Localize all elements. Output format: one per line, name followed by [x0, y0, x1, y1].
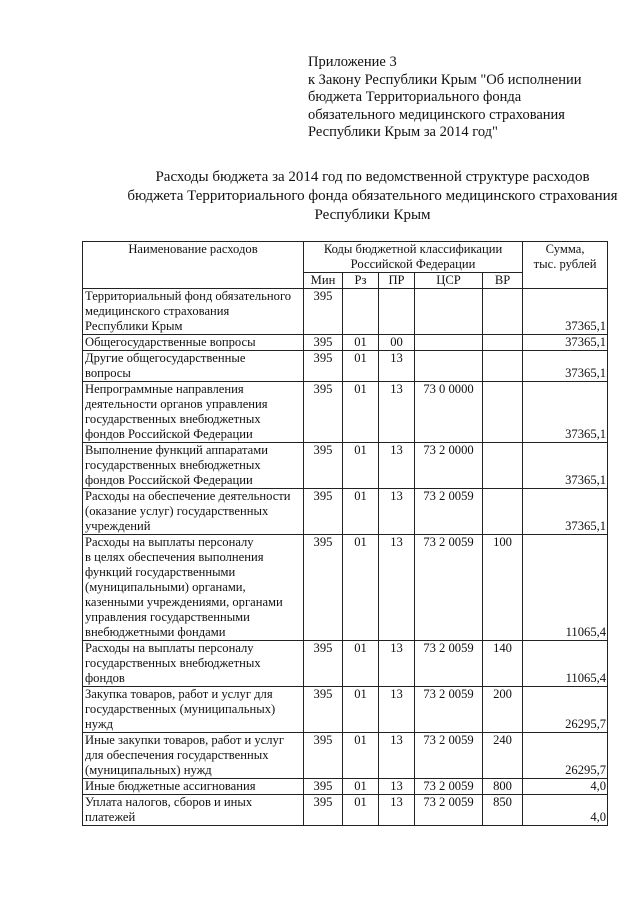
cell-pr: 13	[379, 687, 415, 733]
cell-vr	[483, 351, 523, 382]
cell-pr: 13	[379, 641, 415, 687]
cell-sum: 37365,1	[523, 443, 608, 489]
cell-csr	[415, 351, 483, 382]
header-vr: ВР	[483, 273, 523, 289]
cell-sum: 11065,4	[523, 641, 608, 687]
cell-csr	[415, 335, 483, 351]
cell-rz: 01	[343, 687, 379, 733]
cell-name: Расходы на выплаты персоналу государственных внебюджетных фондов	[83, 641, 304, 687]
cell-rz	[343, 289, 379, 335]
cell-name: Иные бюджетные ассигнования	[83, 779, 304, 795]
cell-csr: 73 2 0059	[415, 687, 483, 733]
cell-min: 395	[304, 289, 343, 335]
cell-csr: 73 2 0059	[415, 535, 483, 641]
cell-pr: 13	[379, 382, 415, 443]
cell-rz: 01	[343, 443, 379, 489]
cell-csr: 73 2 0000	[415, 443, 483, 489]
table-row	[83, 779, 608, 795]
header-sum: Сумма, тыс. рублей	[523, 242, 608, 289]
appendix-reference: Приложение 3 к Закону Республики Крым "Об исполнении бюджета Территориального фонда обязательного медицинского страхования Республики Крым за 2014 год"	[308, 54, 582, 140]
table-row	[83, 733, 608, 779]
cell-csr: 73 2 0059	[415, 795, 483, 826]
header-rz: Рз	[343, 273, 379, 289]
cell-vr	[483, 289, 523, 335]
cell-vr: 850	[483, 795, 523, 826]
cell-pr: 00	[379, 335, 415, 351]
cell-min: 395	[304, 779, 343, 795]
cell-min: 395	[304, 335, 343, 351]
cell-sum: 37365,1	[523, 289, 608, 335]
cell-pr: 13	[379, 443, 415, 489]
table-row	[83, 535, 608, 641]
cell-pr: 13	[379, 489, 415, 535]
cell-name: Иные закупки товаров, работ и услуг для обеспечения государственных (муниципальных) нужд	[83, 733, 304, 779]
cell-name: Непрограммные направления деятельности органов управления государственных внебюджетных фондов Российской Федерации	[83, 382, 304, 443]
cell-rz: 01	[343, 351, 379, 382]
table-row	[83, 687, 608, 733]
cell-vr: 800	[483, 779, 523, 795]
header-name: Наименование расходов	[83, 242, 304, 289]
cell-rz: 01	[343, 641, 379, 687]
cell-csr: 73 2 0059	[415, 779, 483, 795]
cell-pr: 13	[379, 535, 415, 641]
cell-sum: 4,0	[523, 795, 608, 826]
page-title: Расходы бюджета за 2014 год по ведомственной структуре расходов бюджета Территориального фонда обязательного медицинского страхования Республики Крым	[127, 169, 618, 223]
table-row	[83, 335, 608, 351]
table-row	[83, 641, 608, 687]
cell-vr: 140	[483, 641, 523, 687]
cell-min: 395	[304, 443, 343, 489]
cell-sum: 37365,1	[523, 489, 608, 535]
table-row	[83, 443, 608, 489]
cell-name: Другие общегосударственные вопросы	[83, 351, 304, 382]
cell-name: Расходы на обеспечение деятельности (оказание услуг) государственных учреждений	[83, 489, 304, 535]
cell-name: Расходы на выплаты персоналу в целях обеспечения выполнения функций государственными (муниципальными) органами, казенными учреждениями, органами управления государственными внебюджетными фондами	[83, 535, 304, 641]
table-row	[83, 489, 608, 535]
cell-min: 395	[304, 733, 343, 779]
cell-rz: 01	[343, 382, 379, 443]
cell-min: 395	[304, 382, 343, 443]
cell-csr: 73 2 0059	[415, 733, 483, 779]
cell-rz: 01	[343, 779, 379, 795]
table-row	[83, 795, 608, 826]
cell-csr: 73 2 0059	[415, 641, 483, 687]
cell-vr	[483, 335, 523, 351]
table-row	[83, 289, 608, 335]
cell-sum: 11065,4	[523, 535, 608, 641]
header-codes: Коды бюджетной классификации Российской Федерации	[304, 242, 523, 273]
cell-vr: 200	[483, 687, 523, 733]
header-pr: ПР	[379, 273, 415, 289]
cell-rz: 01	[343, 733, 379, 779]
table-row	[83, 351, 608, 382]
cell-sum: 26295,7	[523, 687, 608, 733]
cell-name: Территориальный фонд обязательного медицинского страхования Республики Крым	[83, 289, 304, 335]
cell-pr: 13	[379, 779, 415, 795]
cell-min: 395	[304, 535, 343, 641]
cell-name: Закупка товаров, работ и услуг для государственных (муниципальных) нужд	[83, 687, 304, 733]
cell-vr: 100	[483, 535, 523, 641]
header-min: Мин	[304, 273, 343, 289]
cell-sum: 4,0	[523, 779, 608, 795]
cell-pr	[379, 289, 415, 335]
table-row	[83, 382, 608, 443]
cell-csr	[415, 289, 483, 335]
cell-csr: 73 0 0000	[415, 382, 483, 443]
cell-rz: 01	[343, 489, 379, 535]
cell-name: Общегосударственные вопросы	[83, 335, 304, 351]
cell-vr	[483, 382, 523, 443]
cell-min: 395	[304, 795, 343, 826]
cell-min: 395	[304, 687, 343, 733]
expenses-table	[82, 241, 608, 826]
header-csr: ЦСР	[415, 273, 483, 289]
cell-vr: 240	[483, 733, 523, 779]
cell-pr: 13	[379, 733, 415, 779]
cell-pr: 13	[379, 795, 415, 826]
cell-sum: 37365,1	[523, 335, 608, 351]
cell-sum: 37365,1	[523, 382, 608, 443]
cell-csr: 73 2 0059	[415, 489, 483, 535]
cell-min: 395	[304, 351, 343, 382]
cell-min: 395	[304, 641, 343, 687]
cell-name: Выполнение функций аппаратами государственных внебюджетных фондов Российской Федерации	[83, 443, 304, 489]
cell-pr: 13	[379, 351, 415, 382]
cell-vr	[483, 443, 523, 489]
cell-vr	[483, 489, 523, 535]
cell-name: Уплата налогов, сборов и иных платежей	[83, 795, 304, 826]
cell-rz: 01	[343, 335, 379, 351]
cell-sum: 37365,1	[523, 351, 608, 382]
cell-rz: 01	[343, 535, 379, 641]
cell-min: 395	[304, 489, 343, 535]
cell-sum: 26295,7	[523, 733, 608, 779]
cell-rz: 01	[343, 795, 379, 826]
